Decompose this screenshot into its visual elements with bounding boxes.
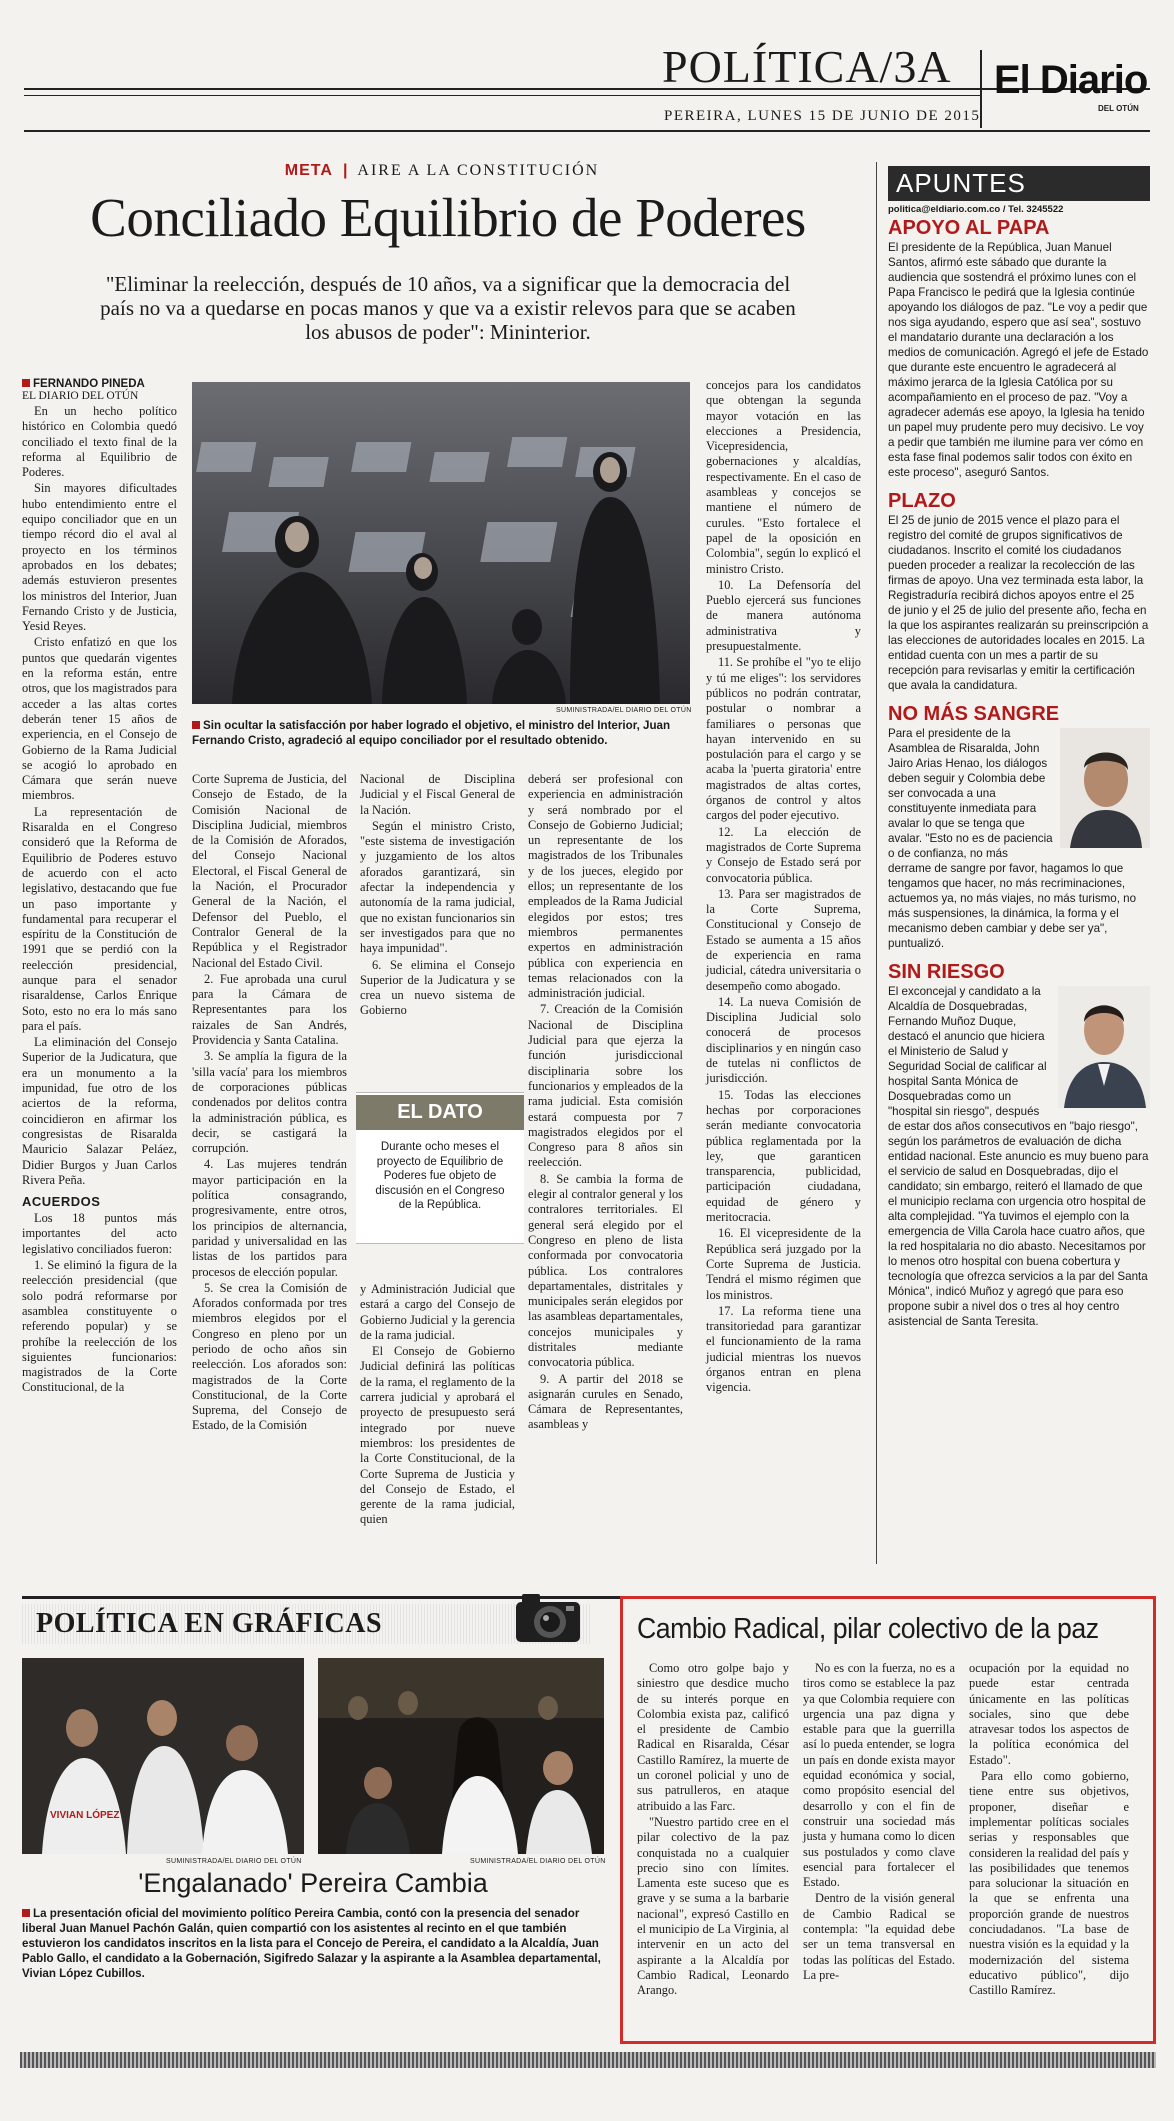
sidebar-title: APUNTES [888,166,1150,201]
sidebar-contact: politica@eldiario.com.co / Tel. 3245522 [888,204,1064,215]
masthead-bottom-rule [24,130,1150,132]
portrait-arias-image [1060,728,1150,848]
portrait-munoz-image [1058,986,1150,1108]
article-column-5 [706,378,861,1397]
paragraph: Para ello como gobierno, tiene entre sus objetivos, proponer, diseñar e implementar políticas sociales serias y responsables que consideren la realidad del país y las posibilidades que tenemos para solucionar la situación en la que se enfrenta una proporción grande de nuestros conciudadanos. "La base de nuestra visión es la equidad y la modernización del sistema educativo público", dijo Castillo Ramírez. [969,1769,1129,1998]
dateline: PEREIRA, LUNES 15 DE JUNIO DE 2015 [664,108,981,124]
sidebar-head-sangre: NO MÁS SANGRE [888,703,1060,725]
paragraph: 3. Se amplía la figura de la 'silla vacía' para los miembros de corporaciones públicas condenados por delitos contra la administración pública, es decir, se castigará la corrupción. [192,1049,347,1156]
camera-icon [512,1588,584,1646]
graficas-shirt-text: VIVIAN LÓPEZ [50,1810,120,1821]
article-kicker [262,162,622,180]
paragraph: Cristo enfatizó en que los puntos que quedarán vigentes en la reforma están, entre otros, que los magistrados para acceder a las altas cortes deberán tener 15 años de experiencia, en el Consejo de Gobierno de la Rama Judicial se acogió lo aprobado en Cámara que serán nueve miembros. [22,635,177,803]
paragraph: 10. La Defensoría del Pueblo ejercerá sus funciones de manera autónoma administrativa y presupuestalmente. [706,577,861,654]
article-column-3 [360,772,515,1020]
portrait-munoz [1058,986,1150,1108]
cambio-radical-box [620,1596,1156,2044]
paragraph: Como otro golpe bajo y siniestro que desdice mucho de su interés porque en Colombia exista paz, calificó el presidente de Cambio Radical en Risaralda, César Castillo Ramírez, la muerte de un coronel policial y uno de sus patrulleros, en ataque atribuido a las Farc. [637,1661,789,1813]
graficas-caption: La presentación oficial del movimiento político Pereira Cambia, contó con la presencia del senador liberal Juan Manuel Pachón Galán, quien compartió con los asistentes al recinto en el que también estuvieron los candidatos inscritos en la lista para el Concejo de Pereira, el candidato a la Alcaldía, Juan Pablo Gallo, el candidato a la Gobernación, Sigifredo Salazar y la aspirante a la Asamblea departamental, Vivian López Cubillos. [22,1907,601,1980]
paragraph: El Consejo de Gobierno Judicial definirá las políticas de la rama, el reglamento de la carrera judicial y aprobará el proyecto de presupuesto será integrado por nueve miembros: los presidentes de la Corte Constitucional, de la Corte Suprema de Justicia y del Consejo de Estado, el gerente de la rama judicial, quien [360,1344,515,1527]
sidebar-head-apoyo: APOYO AL PAPA [888,217,1050,239]
paragraph: 11. Se prohíbe el "yo te elijo y tú me eliges": los servidores públicos no podrán contratar, postular o nombrar a familiares o personas que hayan intervenido en su postulación para el cargo y se acaba la 'puerta giratoria' entre magistrados de altas cortes, órganos de control y altos cargos del poder ejecutivo. [706,655,861,823]
paragraph: La representación de Risaralda en el Congreso consideró que la Reforma de Equilibrio de Poderes estuvo de acuerdo con el acto legislativo, destacando que fue un paso importante y fundamental para recuperar el espíritu de la Constitución de 1991 que se perdió con la reelección presidencial, aunque para el senador risaraldense, Carlos Enrique Soto, esto no era lo más sano para el país. [22,804,177,1033]
el-dato-box [356,1092,524,1244]
article-deck: "Eliminar la reelección, después de 10 años, va a significar que la democracia del país no va a quedarse en pocas manos y que va a existir relevos para que se acaben los abusos de poder": Mininterior. [100,272,796,344]
graficas-banner [22,1604,592,1644]
paragraph: concejos para los candidatos que obtengan la segunda mayor votación en las elecciones a Presidencia, Vicepresidencia, gobernaciones y alcaldías, respectivamente. En el caso de asambleas y concejos se mantiene el número de curules. "Esto fortalece el papel de la oposición en Colombia", según lo explicó el ministro Cristo. [706,378,861,576]
congress-photo-illustration [192,382,690,704]
paragraph: 5. Se crea la Comisión de Aforados conformada por tres miembros elegidos por el Congreso en pleno por un periodo de ocho años sin reelección. Los aforados son: magistrados de la Corte Constitucional, de la Corte Suprema, del Consejo de Estado, de la Comisión [192,1280,347,1433]
sidebar-apuntes [888,166,1150,1330]
paragraph: 15. Todas las elecciones hechas por corporaciones serán mediante convocatoria pública reglamentada por la ley, que garanticen transparencia, publicidad, participación ciudadana, equidad de género y meritocracia. [706,1087,861,1225]
paragraph: Corte Suprema de Justicia, del Consejo de Estado, de la Comisión Nacional de Disciplina Judicial, miembros de la Comisión de Aforados, del Consejo Nacional Electoral, el Fiscal General de la Nación, el Procurador General de la Nación, el Defensor del Pueblo, el Contralor General de la República y el Registrador Nacional del Estado Civil. [192,772,347,970]
paragraph: No es con la fuerza, no es a tiros como se establece la paz ya que Colombia requiere con urgencia una paz digna y estable para que la guerrilla así lo pueda entender, se logra un país en donde exista mayor equidad económica y social, como propósito esencial del desarrollo y con el fin de construir una sociedad más justa y humana como lo dicen sus postulados y como clave esencial para fortalecer el Estado. [803,1661,955,1890]
graficas-credit-2: SUMINISTRADA/EL DIARIO DEL OTÚN [470,1858,606,1865]
article-column-3-bottom [360,1282,515,1529]
sidebar-head-plazo: PLAZO [888,490,956,512]
cambio-column-1 [637,1661,789,2000]
article-column-4 [528,772,683,1434]
paragraph: 17. La reforma tiene una transitoriedad para garantizar el funcionamiento de la rama judicial mientras los nuevos órganos entran en plena vigencia. [706,1303,861,1395]
paragraph: 8. Se cambia la forma de elegir al contralor general y los contralores territoriales. El general será elegido por el Congreso en pleno de lista conformada por convocatoria pública. Los contralores departamentales, distritales y municipales serán elegidos por las asambleas departamentales, concejos municipales y distritales mediante convocatoria pública. [528,1171,683,1370]
paragraph: 6. Se elimina el Consejo Superior de la Judicatura y se crea un nuevo sistema de Gobierno [360,957,515,1018]
graficas-photo-1-image [22,1658,304,1854]
article-headline: Conciliado Equilibrio de Poderes [90,187,806,248]
paragraph: Sin mayores dificultades hubo entendimiento entre el equipo conciliador que en un tiempo récord dio el aval al proyecto en los términos aprobados en los debates; además estuvieron presentes los ministros del Interior, Juan Fernando Cristo y de Justicia, Yesid Reyes. [22,481,177,634]
paragraph: Según el ministro Cristo, "este sistema de investigación y juzgamiento de los altos aforados garantizará, sin afectar la independencia y autonomía de la rama judicial, que no existan funcionarios sin ser investigados para que no haya impunidad". [360,818,515,956]
paragraph: ocupación por la equidad no puede estar centrada únicamente en las políticas sociales, sino que debe atravesar todos los aspectos de la política económica del Estado". [969,1661,1129,1767]
footer-bar [20,2052,1156,2068]
paragraph: En un hecho político histórico en Colombia quedó conciliado el texto final de la reforma al Equilibrio de Poderes. [22,404,177,480]
main-photo [192,382,690,704]
paragraph: 4. Las mujeres tendrán mayor participación en la política consagrando, progresivamente, entre otros, los principios de alternancia, paridad y universalidad en las listas de los partidos para procesos de elección popular. [192,1157,347,1279]
paragraph: deberá ser profesional con experiencia en administración y será nombrado por el Consejo de Gobierno Judicial; un representante de los magistrados de los Tribunales y de los jueces, elegido por ellos; un representante de los empleados de la Rama Judicial elegidos por estos; tres miembros permanentes expertos en administración pública con experiencia en temas relacionados con la administración judicial. [528,772,683,1001]
sidebar-text-apoyo: El presidente de la República, Juan Manuel Santos, afirmó este sábado que durante la audiencia que sostendrá el próximo lunes con el Papa Francisco le pedirá que la Iglesia continúe apoyando los diálogos de paz. "Le voy a pedir que nos siga ayudando, espero que así sea", sostuvo el mandatario durante una declaración a los medios de comunicación. Agregó el jefe de Estado que durante este encuentro le agradecerá al máximo jerarca de la Iglesia Católica por su acompañamiento en el proceso de paz. "Voy a agradecer además ese apoyo, la Iglesia ha tenido un papel muy prudente pero muy decisivo. Le voy a pedir que también me ilumine para ver cómo en esta fase final podemos salir todos con éxito en este proceso", aseguró Santos. [888,241,1149,479]
portrait-arias [1060,728,1150,848]
el-dato-title: EL DATO [356,1095,524,1130]
paragraph: y Administración Judicial que estará a cargo del Consejo de Gobierno Judicial y la gerencia de la rama judicial. [360,1282,515,1342]
paragraph: 14. La nueva Comisión de Disciplina Judicial solo conocerá de procesos disciplinarios y en ningún caso de tutelas ni conflictos de jurisdicción. [706,994,861,1086]
newspaper-logo-sub: DEL OTÚN [1098,104,1139,113]
subhead-acuerdos: ACUERDOS [22,1194,101,1210]
masthead-rule-thin [24,95,980,96]
paragraph: Los 18 puntos más importantes del acto legislativo conciliados fueron: [22,1211,177,1256]
kicker-separator: | [342,162,348,179]
graficas-headline: 'Engalanado' Pereira Cambia [138,1868,488,1898]
sidebar-text-plazo: El 25 de junio de 2015 vence el plazo para el registro del comité de grupos significativos de ciudadanos. Inscrito el comité los ciudadanos pueden proceder a realizar la recolección de las firmas de apoyo. Una vez terminada esta labor, la Registraduría recibirá dichos apoyos entre el 25 de junio y el 25 de julio del presente año, fecha en la que los aspirantes realizarán su preinscripción a las elecciones de autoridades locales en 2015. La entidad cuenta con un mes a partir de su recepción para revisarlas y emitir la certificación que avala la candidatura. [888,514,1149,692]
graficas-credit-1: SUMINISTRADA/EL DIARIO DEL OTÚN [166,1858,302,1865]
sidebar-divider [876,162,877,1564]
sidebar-head-riesgo: SIN RIESGO [888,961,1005,983]
cambio-column-2 [803,1661,955,1984]
article-column-2 [192,772,347,1435]
el-dato-text: Durante ocho meses el proyecto de Equilibrio de Poderes fue objeto de discusión en el Congreso de la República. [375,1141,505,1211]
paragraph: 7. Creación de la Comisión Nacional de Disciplina Judicial para que ejerza la función jurisdiccional disciplinaria sobre los funcionarios y empleados de la rama judicial. Esta comisión estará compuesta por 7 magistrados elegidos por el Congreso para 8 años sin reelección. [528,1002,683,1170]
sidebar-text-riesgo: El exconcejal y candidato a la Alcaldía de Dosquebradas, Fernando Muñoz Duque, destacó el anuncio que hiciera el Ministerio de Salud y Seguridad Social de calificar al hospital Santa Mónica de Dosquebradas como un "hospital sin riesgo", después de estar dos años consecutivos en "bajo riesgo", según los parámetros de evaluación de dicha entidad nacional. Este anuncio es muy bueno para el servicio de salud en Dosquebradas, dijo el candidato; sin embargo, reiteró el llamado de que el municipio reclama con urgencia otro hospital de alta complejidad. "Ya tuvimos el ejemplo con la emergencia de Villa Carola hace cuatro años, que la red hospitalaria no dio abasto. Necesitamos por lo menos otro hospital con buena cobertura y tecnología que ofrezca servicios a la par del Santa Mónica", indicó Muñoz y agregó que para eso propone subir a nivel dos o tres al hoy centro asistencial de Santa Teresita. [888,985,1149,1328]
paragraph: La eliminación del Consejo Superior de la Judicatura, que era un monumento a la impunidad, fue otro de los aciertos de la reforma, coincidieron en afirmar los congresistas de Risaralda Mauricio Salazar Peláez, Didier Burgos y Juan Carlos Rivera Peña. [22,1035,177,1187]
paragraph: 16. El vicepresidente de la República será juzgado por la Corte Suprema de Justicia. Tendrá el mismo régimen que los ministros. [706,1226,861,1302]
main-photo-caption: Sin ocultar la satisfacción por haber logrado el objetivo, el ministro del Interior, Juan Fernando Cristo, agradeció al equipo conciliador por el resultado obtenido. [192,719,671,747]
paragraph: 1. Se eliminó la figura de la reelección presidencial (que solo podrá reformarse por asamblea constituyente o referendo popular) y se prohíbe la reelección de los siguientes funcionarios: magistrados de la Corte Constitucional, de la [22,1258,177,1395]
sidebar-text-sangre: Para el presidente de la Asamblea de Risaralda, John Jairo Arias Henao, los diálogos deben seguir y Colombia debe ser convocada a una constituyente inmediata para avalar lo que se tenga que avalar. "Esto no es de paciencia o de confianza, no más derrame de sangre por favor, hagamos lo que tengamos que hacer, no más recriminaciones, actuemos ya, no más viajes, no más turismo, no más suspensiones, la dinámica, la forma y el mecanismo deben cambiar y debe ser ya", puntualizó. [888,727,1137,950]
paragraph: 2. Fue aprobada una curul para la Cámara de Representantes para los raizales de San Andrés, Providencia y Santa Catalina. [192,971,347,1048]
paragraph: 9. A partir del 2018 se asignarán curules en Senado, Cámara de Representantes, asambleas y [528,1371,683,1432]
section-title: POLÍTICA/3A [662,41,952,92]
cambio-column-3 [969,1661,1129,2000]
kicker-meta: META [284,162,333,179]
main-photo-credit: SUMINISTRADA/EL DIARIO DEL OTÚN [556,707,692,714]
article-column-1 [22,378,177,1397]
graficas-photo-1 [22,1658,304,1854]
graficas-banner-title: POLÍTICA EN GRÁFICAS [36,1608,383,1639]
paragraph: 12. La elección de magistrados de Corte Suprema y Consejo de Estado será por convocatoria pública. [706,824,861,885]
kicker-text: AIRE A LA CONSTITUCIÓN [357,162,600,179]
newspaper-logo: El Diario [994,58,1148,102]
graficas-photo-2-image [318,1658,604,1854]
byline-outlet: EL DIARIO DEL OTÚN [22,390,139,402]
paragraph: "Nuestro partido cree en el pilar colectivo de la paz conquistada no a cualquier precio sino con límites. Lamenta este suceso que es grave y se suma a la barbarie nacional", expresó Castillo en el municipio de La Virginia, al intervenir en un acto del aspirante a la Alcaldía por Cambio Radical, Leonardo Arango. [637,1814,789,1998]
byline-name: FERNANDO PINEDA [22,378,177,390]
cambio-headline: Cambio Radical, pilar colectivo de la paz [637,1613,1099,1645]
paragraph: Nacional de Disciplina Judicial y el Fiscal General de la Nación. [360,772,515,817]
paragraph: Dentro de la visión general de Cambio Radical se contempla: "la equidad debe ser un tema transversal en todas las políticas del Estado. La pre- [803,1891,955,1982]
graficas-photo-2 [318,1658,604,1854]
paragraph: 13. Para ser magistrados de la Corte Suprema, Constitucional y Consejo de Estado se aumenta a 15 años de experiencia en rama judicial, cátedra universitaria o desempeño como abogado. [706,886,861,993]
